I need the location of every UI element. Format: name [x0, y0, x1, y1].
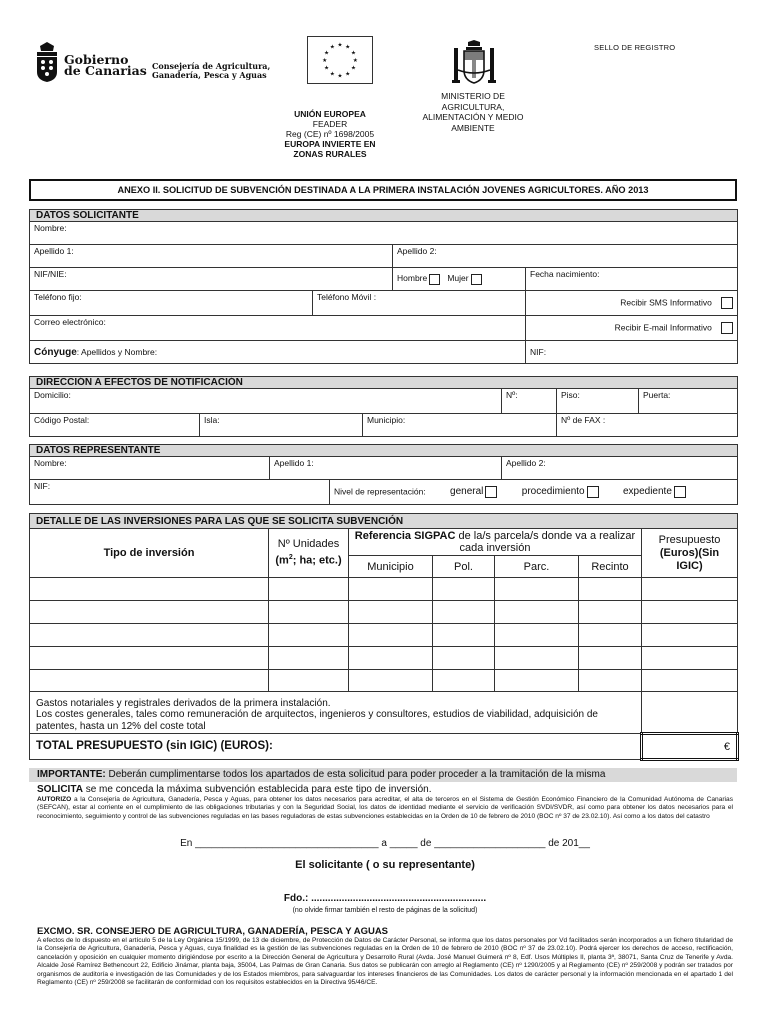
field-isla[interactable] [200, 414, 363, 437]
label-fax: Nº de FAX : [561, 415, 606, 425]
svg-text:★: ★ [337, 42, 343, 49]
label-expediente: expediente [622, 486, 672, 498]
label-rep-apellido1: Apellido 1: [274, 458, 314, 468]
svg-text:★: ★ [329, 44, 335, 51]
sello-registro: SELLO DE REGISTRO [594, 43, 676, 52]
consejeria-line2: Ganadería, Pesca y Aguas [152, 70, 267, 80]
input-cell[interactable] [433, 578, 495, 601]
gobierno-line2: de Canarias [64, 63, 147, 78]
input-cell[interactable] [269, 647, 349, 670]
input-cell[interactable] [579, 647, 642, 670]
input-cell[interactable] [495, 624, 579, 647]
label-rep-nombre: Nombre: [34, 458, 67, 468]
eu-line-1: UNIÓN EUROPEA [294, 109, 366, 119]
eu-feader-block [268, 109, 392, 159]
gastos-line2: Los costes generales, tales como remuneración de arquitectos, ingenieros y consultores, estudios de viabilidad, adquisición de [36, 709, 598, 720]
table-row [30, 647, 738, 670]
label-sms: Recibir SMS Informativo [620, 297, 712, 308]
firma-note: (no olvide firmar también el resto de páginas de la solicitud) [292, 907, 478, 914]
field-correo[interactable] [30, 316, 526, 341]
field-conyuge-nif[interactable] [526, 341, 738, 364]
gastos-amount[interactable] [642, 692, 738, 734]
svg-text:★: ★ [350, 65, 356, 72]
field-codigo-postal[interactable] [30, 414, 200, 437]
checkbox-expediente[interactable] [674, 486, 686, 498]
email-option [526, 316, 738, 341]
label-numero: Nº: [506, 390, 518, 400]
spain-coat-of-arms-icon [450, 40, 498, 86]
input-cell[interactable] [30, 670, 269, 692]
table-row [30, 578, 738, 601]
solicita-line [37, 784, 733, 796]
field-fecha-nacimiento[interactable] [526, 268, 738, 291]
input-cell[interactable] [642, 624, 738, 647]
input-cell[interactable] [349, 647, 433, 670]
presupuesto-line3: IGIC) [676, 559, 703, 572]
col-referencia-sigpac [349, 529, 642, 556]
label-nombre: Nombre: [34, 223, 67, 233]
label-hombre: Hombre [397, 273, 428, 284]
label-email: Recibir E-mail Informativo [614, 322, 712, 333]
sms-option [526, 291, 738, 316]
representante-table [29, 444, 738, 505]
svg-text:★: ★ [329, 71, 335, 78]
importante-text: Deberán cumplimentarse todos los apartados de esta solicitud para poder proceder a la tramitación de la misma [105, 769, 606, 780]
sex-selector [393, 268, 526, 291]
gastos-line1: Gastos notariales y registrales derivados de la primera instalación. [36, 697, 331, 709]
unidades-rest: ; ha; etc.) [292, 554, 342, 567]
input-cell[interactable] [269, 578, 349, 601]
table-row [30, 601, 738, 624]
eu-line-5: ZONAS RURALES [293, 149, 367, 159]
checkbox-sms[interactable] [721, 297, 733, 309]
label-correo: Correo electrónico: [34, 317, 106, 327]
label-cp: Código Postal: [34, 415, 90, 425]
table-row [30, 624, 738, 647]
input-cell[interactable] [642, 601, 738, 624]
autorizo-text: a la Consejería de Agricultura, Ganadería, Pesca y Aguas, para obtener los datos necesarios para acreditar, el alta de terceros en el Sistema de Gestión Económico Financiero de la Comunidad Autónoma de Canarias (SEFCAN), estar al corriente en el cumplimiento de las obligaciones tributarias y con la Seguridad Social, los datos de identidad mediante el servicio de verificación SVDI/SVDR, así como para obtener los datos necesarios para el reconocimiento, seguimiento y control de las subvenciones reguladas en las bases reguladoras de estas subvenciones establecidas en la Orden de 10 de febrero de 2010 (BOC nº 37 de 23.02.10). Así como a los datos del catastro [37, 796, 733, 820]
ministerio-line-4: AMBIENTE [451, 122, 495, 133]
field-municipio[interactable] [363, 414, 557, 437]
gobierno-line1: Gobierno [64, 52, 129, 67]
field-nif-nie[interactable] [30, 268, 393, 291]
presupuesto-line2: (Euros)(Sin [659, 546, 720, 559]
section-heading-inversiones: DETALLE DE LAS INVERSIONES PARA LAS QUE SE SOLICITA SUBVENCIÓN [30, 514, 738, 529]
input-cell[interactable] [642, 578, 738, 601]
sigpac-rest: de la/s parcela/s donde va a realizar cada inversión [458, 530, 636, 554]
ministerio-block [410, 91, 536, 133]
label-municipio: Municipio: [367, 415, 406, 425]
label-isla: Isla: [204, 415, 220, 425]
consejeria-name [152, 62, 270, 80]
privacy-footer: A efectos de lo dispuesto en el artículo 5 de la Ley Orgánica 15/1999, de 13 de diciembre, de Protección de Datos de Carácter Personal, se informa que los datos personales por Vd facilitados serán incorporados a un fichero titularidad de la Consejería de Agricultura, Ganadería, Pesca y Aguas, cuya finalidad es la gestión de las subvenciones reguladas en la Orden de 10 de febrero de 2010 (BOC nº 37 de 23.02.10). Podrá ejercer los derechos de acceso, rectificación, cancelación y oposición en cualquier momento dirigiéndose por escrito a la Dirección General de Agricultura y Desarrollo Rural (Avda. José Manuel Guimerá nº 8, Edf. Usos Múltiples II, planta 3ª, 38071, Santa Cruz de Tenerife y Avda. Alcalde José Ramírez Bethencourt 22, Edificio Jinámar, planta baja, 35004, Las Palmas de Gran Canaria. Sus datos se publicarán con arreglo al Reglamento (CE) nº 1290/2005 y al Reglamento (CE) nº 259/2008 y podrán ser tratados por organismos de auditoría e investigación de las Comunidades y de los Estados miembros, para salvaguardar los intereses financieros de las Comunidades. Los datos de carácter personal y la información mencionada en el apartado 1 del Reglamento (CE) nº 259/2008 se facilitarán de conformidad con los requisitos establecidos en la Directiva 95/46/CE. [37, 937, 733, 987]
label-tel-movil: Teléfono Móvil : [317, 292, 377, 302]
section-heading-direccion: DIRECCIÓN A EFECTOS DE NOTIFICACIÓN [30, 377, 738, 389]
total-label: TOTAL PRESUPUESTO (sin IGIC) (EUROS): [30, 734, 642, 760]
checkbox-procedimiento[interactable] [587, 486, 599, 498]
presupuesto-line1: Presupuesto [658, 533, 721, 546]
canarias-shield-icon [34, 42, 60, 82]
eu-line-3: Reg (CE) nº 1698/2005 [285, 129, 375, 139]
svg-text:★: ★ [324, 50, 330, 57]
unidades-line2 [271, 551, 346, 568]
sigpac-bold: Referencia SIGPAC [354, 530, 456, 542]
section-heading-representante: DATOS REPRESENTANTE [30, 445, 738, 457]
solicita-text: se me conceda la máxima subvención establecida para este tipo de inversión. [82, 784, 432, 795]
col-pol: Pol. [433, 556, 495, 578]
label-mujer: Mujer [447, 273, 469, 284]
label-fecha: Fecha nacimiento: [530, 269, 600, 279]
label-nivel: Nivel de representación: [334, 486, 426, 497]
input-cell[interactable] [30, 578, 269, 601]
checkbox-email[interactable] [721, 322, 733, 334]
svg-text:★: ★ [322, 57, 328, 64]
svg-text:★: ★ [352, 57, 358, 64]
input-cell[interactable] [269, 624, 349, 647]
ministerio-line-1: MINISTERIO DE [441, 91, 505, 101]
field-numero[interactable] [502, 389, 557, 414]
svg-text:★: ★ [324, 65, 330, 72]
field-conyuge[interactable] [30, 341, 526, 364]
field-rep-apellido2[interactable] [502, 457, 738, 480]
input-cell[interactable] [579, 578, 642, 601]
field-rep-nombre[interactable] [30, 457, 270, 480]
firma-line[interactable]: Fdo.: ............................................................... [283, 893, 487, 904]
label-conyuge: Cónyuge [34, 346, 77, 358]
svg-text:★: ★ [350, 50, 356, 57]
unidades-sup: 2 [288, 554, 293, 562]
checkbox-hombre[interactable] [429, 274, 440, 285]
nivel-representacion [330, 480, 738, 505]
unidades-m: (m [275, 554, 289, 567]
field-rep-nif[interactable] [30, 480, 330, 505]
field-piso[interactable] [557, 389, 639, 414]
input-cell[interactable] [495, 578, 579, 601]
input-cell[interactable] [495, 670, 579, 692]
input-cell[interactable] [433, 601, 495, 624]
input-cell[interactable] [579, 670, 642, 692]
importante-bold: IMPORTANTE: [37, 769, 106, 780]
input-cell[interactable] [642, 647, 738, 670]
input-cell[interactable] [349, 578, 433, 601]
field-nombre[interactable] [30, 222, 738, 245]
section-heading-solicitante: DATOS SOLICITANTE [30, 210, 738, 222]
input-cell[interactable] [30, 624, 269, 647]
field-rep-apellido1[interactable] [270, 457, 502, 480]
consejeria-line1: Consejería de Agricultura, [152, 61, 271, 71]
col-parc: Parc. [495, 556, 579, 578]
svg-text:★: ★ [337, 73, 343, 80]
el-solicitante: El solicitante ( o su representante) [295, 859, 475, 871]
field-apellido2[interactable] [393, 245, 738, 268]
autorizo-bold: AUTORIZO [37, 796, 72, 803]
input-cell[interactable] [433, 647, 495, 670]
input-cell[interactable] [349, 601, 433, 624]
input-cell[interactable] [579, 624, 642, 647]
input-cell[interactable] [579, 601, 642, 624]
gastos-row [30, 692, 738, 734]
label-conyuge-nif: NIF: [530, 347, 547, 357]
input-cell[interactable] [349, 670, 433, 692]
input-cell[interactable] [433, 670, 495, 692]
solicita-bold: SOLICITA [37, 784, 83, 795]
label-nif-nie: NIF/NIE: [34, 269, 67, 279]
svg-text:★: ★ [345, 44, 351, 51]
ministerio-line-3: ALIMENTACIÓN Y MEDIO [422, 112, 524, 122]
field-domicilio[interactable] [30, 389, 502, 414]
col-presupuesto [642, 529, 738, 578]
label-procedimiento: procedimiento [521, 486, 585, 498]
svg-text:★: ★ [345, 71, 351, 78]
autorizo-paragraph [37, 796, 733, 821]
col-tipo-inversion: Tipo de inversión [30, 529, 269, 578]
gastos-text [30, 692, 642, 734]
checkbox-mujer[interactable] [471, 274, 482, 285]
field-telefono-movil[interactable] [313, 291, 526, 316]
form-title: ANEXO II. SOLICITUD DE SUBVENCIÓN DESTINADA A LA PRIMERA INSTALACIÓN JOVENES AGRICULTORES. AÑO 2013 [29, 179, 737, 201]
input-cell[interactable] [30, 647, 269, 670]
total-amount[interactable]: € [642, 734, 738, 760]
input-cell[interactable] [30, 601, 269, 624]
unidades-line1: Nº Unidades [277, 538, 340, 551]
gastos-line3: patentes, hasta un 12% del coste total [36, 720, 206, 732]
input-cell[interactable] [349, 624, 433, 647]
label-piso: Piso: [561, 390, 580, 400]
gobierno-canarias-logo [34, 42, 154, 82]
field-apellido1[interactable] [30, 245, 393, 268]
checkbox-general[interactable] [485, 486, 497, 498]
excmo-heading: EXCMO. SR. CONSEJERO DE AGRICULTURA, GANADERÍA, PESCA Y AGUAS [37, 926, 389, 937]
label-domicilio: Domicilio: [34, 390, 71, 400]
label-apellido1: Apellido 1: [34, 246, 74, 256]
ministerio-line-2: AGRICULTURA, [441, 101, 505, 112]
solicitante-table [29, 209, 738, 364]
col-recinto: Recinto [579, 556, 642, 578]
total-row [30, 734, 738, 760]
input-cell[interactable] [269, 670, 349, 692]
input-cell[interactable] [642, 670, 738, 692]
label-general: general [450, 486, 484, 498]
place-date-line[interactable]: En _________________________________ a _____ de ____________________ de 201__ [180, 838, 590, 849]
field-fax[interactable] [557, 414, 738, 437]
col-unidades [269, 529, 349, 578]
importante-banner [29, 768, 737, 782]
table-row [30, 670, 738, 692]
col-municipio: Municipio [349, 556, 433, 578]
direccion-table [29, 376, 738, 437]
inversiones-table [29, 513, 739, 761]
label-puerta: Puerta: [643, 390, 671, 400]
input-cell[interactable] [269, 601, 349, 624]
label-tel-fijo: Teléfono fijo: [34, 292, 82, 302]
label-apellido2: Apellido 2: [397, 246, 437, 256]
eu-flag-icon [307, 36, 373, 84]
input-cell[interactable] [433, 624, 495, 647]
input-cell[interactable] [495, 647, 579, 670]
field-telefono-fijo[interactable] [30, 291, 313, 316]
eu-line-2: FEADER [312, 119, 348, 129]
input-cell[interactable] [495, 601, 579, 624]
label-rep-nif: NIF: [34, 481, 51, 491]
field-puerta[interactable] [639, 389, 738, 414]
eu-line-4: EUROPA INVIERTE EN [284, 139, 376, 149]
label-conyuge-rest: : Apellidos y Nombre: [76, 346, 158, 357]
label-rep-apellido2: Apellido 2: [506, 458, 546, 468]
